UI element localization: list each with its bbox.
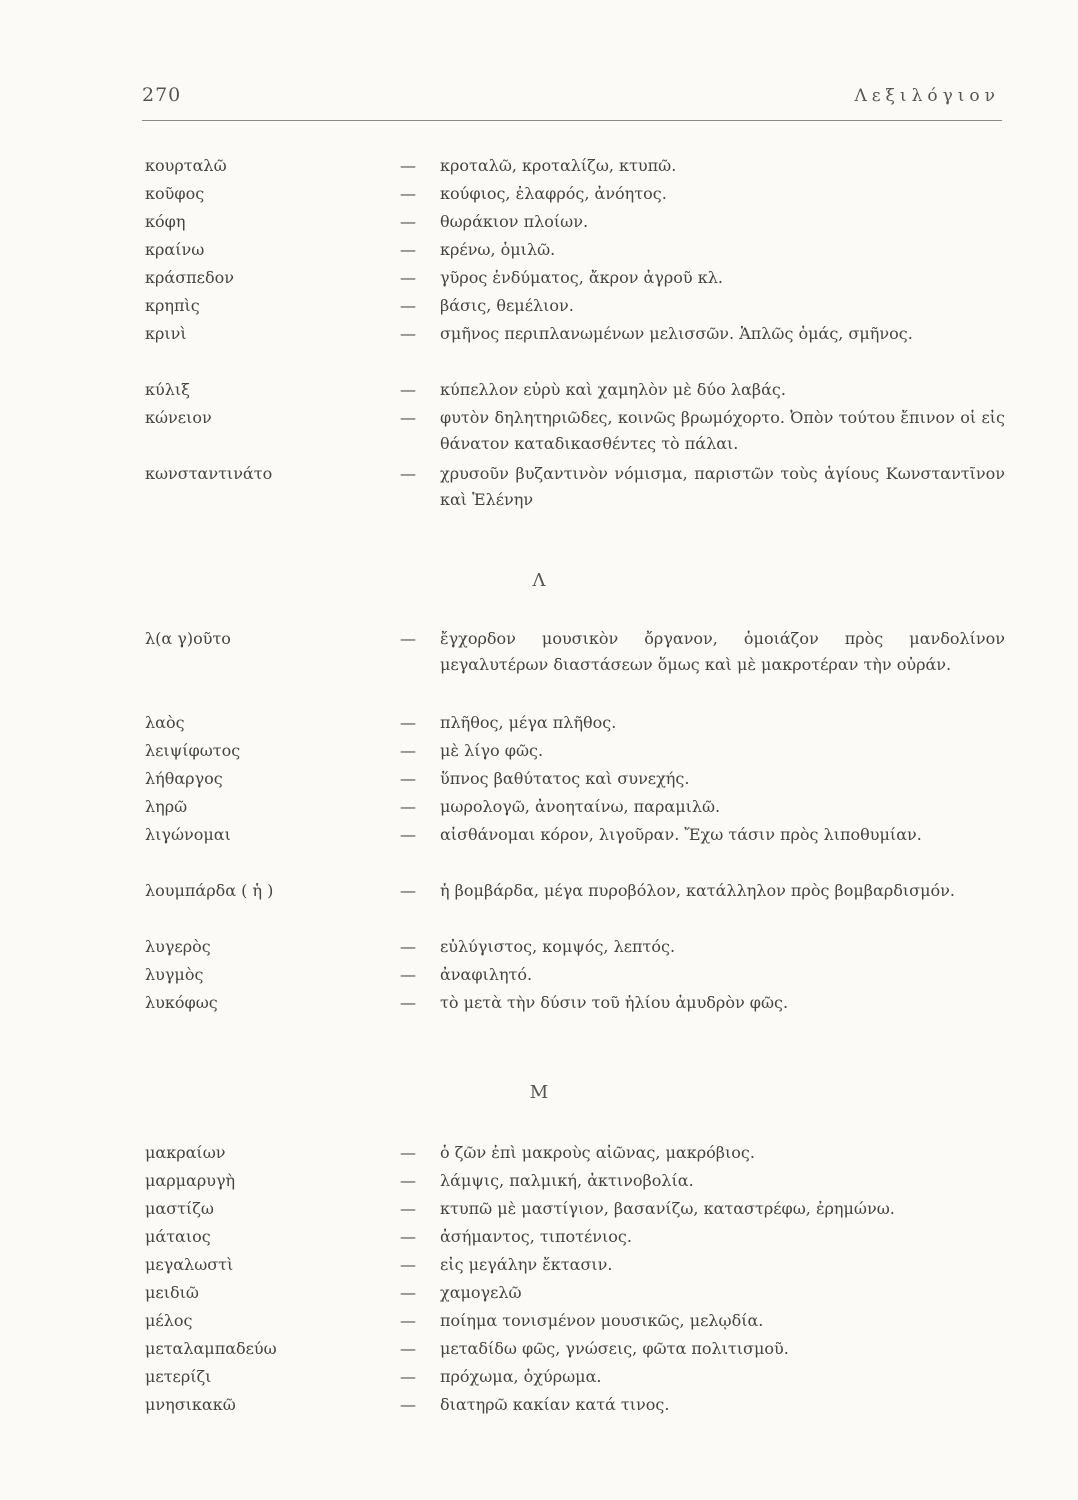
entry-term: λυγερὸς bbox=[145, 937, 211, 956]
entry-definition: χρυσοῦν βυζαντινὸν νόμισμα, παριστῶν τοὺς ἁγίους Κωνσταντῖνον καὶ Ἑλένην bbox=[440, 464, 1005, 509]
entry-term: λουμπάρδα ( ἡ ) bbox=[145, 881, 274, 900]
entry-dash: — bbox=[400, 296, 416, 315]
entry-dash: — bbox=[400, 1395, 416, 1414]
entry-dash: — bbox=[400, 324, 416, 343]
entry-dash: — bbox=[400, 1283, 416, 1302]
entry-dash: — bbox=[400, 1143, 416, 1162]
entry-definition: πρόχωμα, ὀχύρωμα. bbox=[440, 1367, 602, 1386]
entry-definition: κροταλῶ, κροταλίζω, κτυπῶ. bbox=[440, 156, 677, 175]
entry-dash: — bbox=[400, 1339, 416, 1358]
entry-definition: ὕπνος βαθύτατος καὶ συνεχής. bbox=[440, 769, 690, 788]
entry-dash: — bbox=[400, 1199, 416, 1218]
entry-dash: — bbox=[400, 212, 416, 231]
entry-dash: — bbox=[400, 1171, 416, 1190]
entry-dash: — bbox=[400, 240, 416, 259]
entry-dash: — bbox=[400, 797, 416, 816]
entry-definition: μεταδίδω φῶς, γνώσεις, φῶτα πολιτισμοῦ. bbox=[440, 1339, 789, 1358]
entry-term: κρηπὶς bbox=[145, 296, 200, 315]
entry-definition: θωράκιον πλοίων. bbox=[440, 212, 589, 231]
entry-term: μεγαλωστὶ bbox=[145, 1255, 234, 1274]
entry-definition: εἰς μεγάλην ἔκτασιν. bbox=[440, 1255, 613, 1274]
entry-definition: πλῆθος, μέγα πλῆθος. bbox=[440, 713, 617, 732]
entry-definition: κύπελλον εὐρὺ καὶ χαμηλὸν μὲ δύο λαβάς. bbox=[440, 380, 786, 399]
entry-term: κοῦφος bbox=[145, 184, 205, 203]
entry-definition: χαμογελῶ bbox=[440, 1283, 522, 1302]
entry-dash: — bbox=[400, 741, 416, 760]
entry-definition: ὁ ζῶν ἐπὶ μακροὺς αἰῶνας, μακρόβιος. bbox=[440, 1143, 755, 1162]
entry-term: μνησικακῶ bbox=[145, 1395, 236, 1414]
entry-definition: μωρολογῶ, ἀνοηταίνω, παραμιλῶ. bbox=[440, 797, 721, 816]
entry-term: λυκόφως bbox=[145, 993, 218, 1012]
section-heading-mu: Μ bbox=[529, 1082, 549, 1103]
entry-dash: — bbox=[400, 1227, 416, 1246]
entry-term: λ(α γ)οῦτο bbox=[145, 629, 231, 648]
entry-term: μέλος bbox=[145, 1311, 193, 1330]
entry-dash: — bbox=[400, 993, 416, 1012]
entry-definition: εὐλύγιστος, κομψός, λεπτός. bbox=[440, 937, 676, 956]
entry-dash: — bbox=[400, 464, 416, 483]
entry-term: μακραίων bbox=[145, 1143, 226, 1162]
entry-term: λήθαργος bbox=[145, 769, 223, 788]
entry-term: μεταλαμπαδεύω bbox=[145, 1339, 277, 1358]
entry-term: κραίνω bbox=[145, 240, 205, 259]
entry-term: κόφη bbox=[145, 212, 186, 231]
entry-term: μάταιος bbox=[145, 1227, 211, 1246]
entry-definition: κρένω, ὁμιλῶ. bbox=[440, 240, 556, 259]
entry-dash: — bbox=[400, 156, 416, 175]
entry-dash: — bbox=[400, 937, 416, 956]
entry-term: λυγμὸς bbox=[145, 965, 204, 984]
entry-term: λειψίφωτος bbox=[145, 741, 241, 760]
entry-dash: — bbox=[400, 825, 416, 844]
entry-term: κρινὶ bbox=[145, 324, 187, 343]
entry-definition: ἀναφιλητό. bbox=[440, 965, 533, 984]
entry-term: κωνσταντινάτο bbox=[145, 464, 273, 483]
running-title: Λεξιλόγιον bbox=[854, 86, 1000, 106]
entry-term: κύλιξ bbox=[145, 380, 190, 399]
entry-dash: — bbox=[400, 1255, 416, 1274]
entry-term: λιγώνομαι bbox=[145, 825, 231, 844]
entry-term: μαστίζω bbox=[145, 1199, 214, 1218]
entry-dash: — bbox=[400, 1367, 416, 1386]
entry-term: μαρμαρυγὴ bbox=[145, 1171, 236, 1190]
entry-definition: διατηρῶ κακίαν κατά τινος. bbox=[440, 1395, 670, 1414]
entry-definition: φυτὸν δηλητηριῶδες, κοινῶς βρωμόχορτο. Ὀπὸν τούτου ἔπινον οἱ εἰς θάνατον καταδικασθέντες τὸ πάλαι. bbox=[440, 408, 1005, 453]
entry-definition: λάμψις, παλμική, ἀκτινοβολία. bbox=[440, 1171, 694, 1190]
entry-definition: ποίημα τονισμένον μουσικῶς, μελῳδία. bbox=[440, 1311, 764, 1330]
entry-term: ληρῶ bbox=[145, 797, 188, 816]
entry-definition: μὲ λίγο φῶς. bbox=[440, 741, 544, 760]
entry-term: κώνειον bbox=[145, 408, 212, 427]
entry-dash: — bbox=[400, 380, 416, 399]
entry-dash: — bbox=[400, 629, 416, 648]
entry-definition: αἰσθάνομαι κόρον, λιγοῦραν. Ἔχω τάσιν πρὸς λιποθυμίαν. bbox=[440, 825, 922, 844]
entry-term: μειδιῶ bbox=[145, 1283, 199, 1302]
entry-term: μετερίζι bbox=[145, 1367, 212, 1386]
entry-definition: κούφιος, ἐλαφρός, ἀνόητος. bbox=[440, 184, 667, 203]
entry-term: λαὸς bbox=[145, 713, 185, 732]
entry-definition: γῦρος ἐνδύματος, ἄκρον ἀγροῦ κλ. bbox=[440, 268, 723, 287]
entry-dash: — bbox=[400, 268, 416, 287]
entry-term: κράσπεδον bbox=[145, 268, 234, 287]
entry-definition: βάσις, θεμέλιον. bbox=[440, 296, 574, 315]
entry-dash: — bbox=[400, 1311, 416, 1330]
entry-dash: — bbox=[400, 965, 416, 984]
entry-definition: κτυπῶ μὲ μαστίγιον, βασανίζω, καταστρέφω, ἐρημώνω. bbox=[440, 1199, 895, 1218]
entry-dash: — bbox=[400, 769, 416, 788]
section-heading-lambda: Λ bbox=[532, 570, 546, 591]
entry-definition: ἔγχορδον μουσικὸν ὄργανον, ὁμοιάζον πρὸς μανδολίνον μεγαλυτέρων διαστάσεων ὅμως καὶ μὲ μακροτέραν τὴν οὐράν. bbox=[440, 629, 1005, 674]
entry-dash: — bbox=[400, 713, 416, 732]
entry-dash: — bbox=[400, 408, 416, 427]
entry-definition: σμῆνος περιπλανωμένων μελισσῶν. Ἁπλῶς ὁμάς, σμῆνος. bbox=[440, 324, 913, 343]
entry-term: κουρταλῶ bbox=[145, 156, 227, 175]
entry-definition: τὸ μετὰ τὴν δύσιν τοῦ ἡλίου ἀμυδρὸν φῶς. bbox=[440, 993, 789, 1012]
entry-definition: ἀσήμαντος, τιποτένιος. bbox=[440, 1227, 632, 1246]
page-number: 270 bbox=[142, 84, 182, 106]
entry-dash: — bbox=[400, 881, 416, 900]
entry-dash: — bbox=[400, 184, 416, 203]
page-header bbox=[142, 84, 1002, 121]
entry-definition: ἡ βομβάρδα, μέγα πυροβόλον, κατάλληλον πρὸς βομβαρδισμόν. bbox=[440, 881, 955, 900]
